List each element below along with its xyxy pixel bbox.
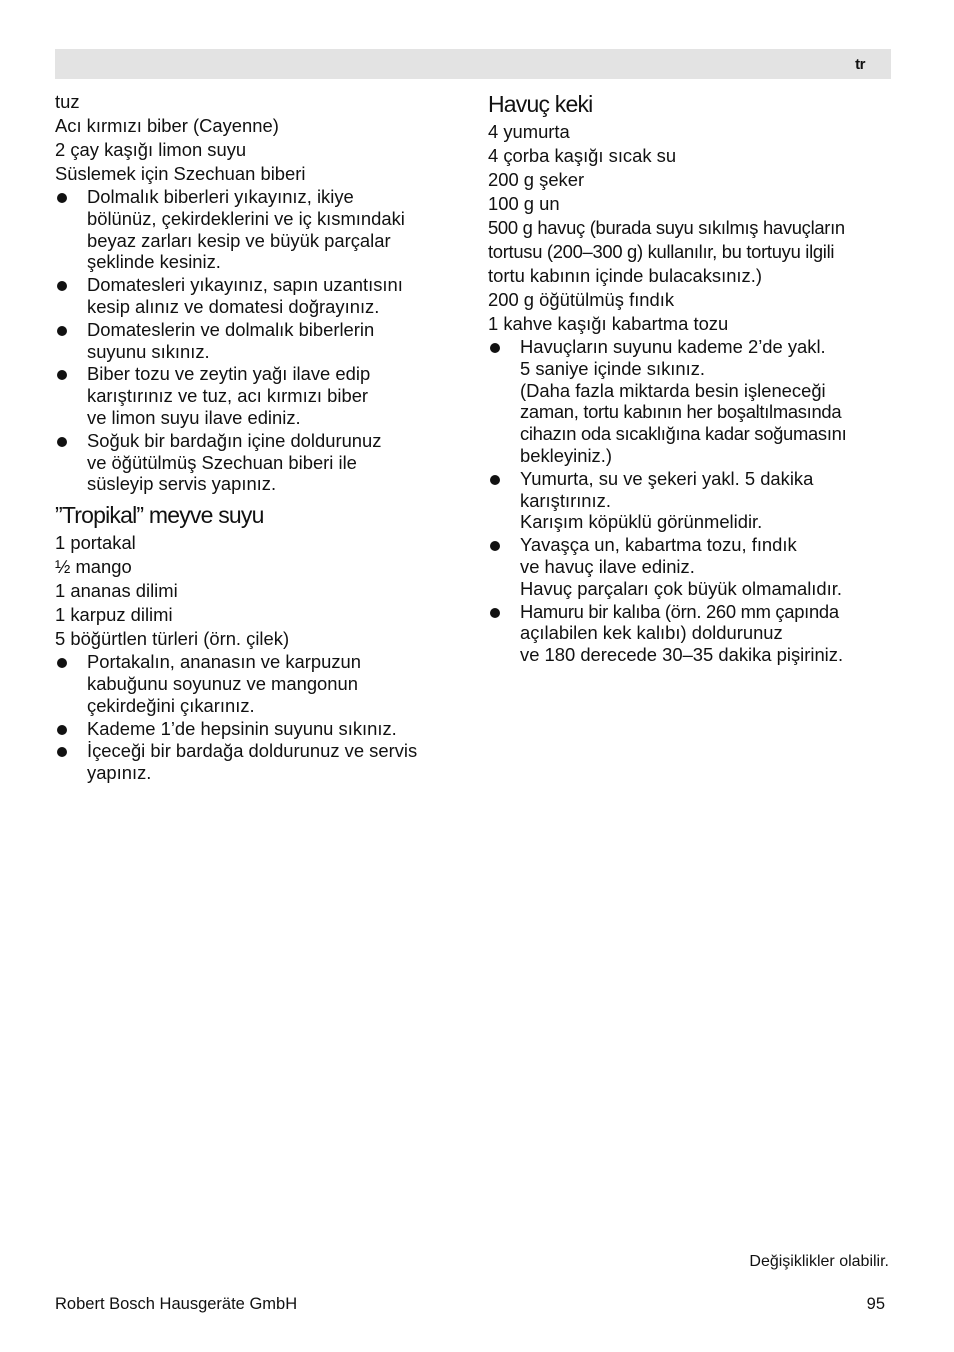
instruction-item — [55, 186, 460, 273]
instruction-text: cihazın oda sıcaklığına kadar soğumasını — [520, 423, 847, 445]
ingredient-line: tortu kabının içinde bulacaksınız.) — [488, 265, 762, 286]
right-column — [488, 90, 893, 667]
ingredient-line: ½ mango — [55, 556, 132, 578]
bullet-icon — [57, 725, 67, 735]
ingredient-line: 200 g şeker — [488, 169, 585, 190]
bullet-icon — [57, 326, 67, 336]
instruction-item — [55, 651, 460, 716]
instruction-list — [55, 186, 460, 495]
instruction-text: Yavaşça un, kabartma tozu, fındık — [520, 534, 797, 556]
instruction-item — [55, 363, 460, 428]
instruction-item — [55, 319, 460, 363]
instruction-item — [488, 468, 893, 533]
ingredient-line: 200 g öğütülmüş fındık — [488, 289, 675, 310]
instruction-list — [488, 336, 893, 666]
instruction-text: şeklinde kesiniz. — [87, 251, 221, 273]
section-heading-carrot-cake: Havuç keki — [488, 91, 593, 117]
instruction-text: çekirdeğini çıkarınız. — [87, 694, 255, 716]
ingredient-line: tortusu (200–300 g) kullanılır, bu tortuyu ilgili — [488, 241, 835, 262]
bullet-icon — [57, 437, 67, 447]
ingredient-line: 1 kahve kaşığı kabartma tozu — [488, 313, 729, 334]
instruction-text: yapınız. — [87, 762, 152, 784]
instruction-item — [488, 336, 893, 467]
instruction-text: karıştırınız ve tuz, acı kırmızı biber — [87, 385, 369, 407]
instruction-text: Domatesleri yıkayınız, sapın uzantısını — [87, 274, 403, 296]
instruction-text: bekleyiniz.) — [520, 444, 612, 466]
instruction-text: ve 180 derecede 30–35 dakika pişiriniz. — [520, 644, 844, 666]
ingredient-line: Süslemek için Szechuan biberi — [55, 163, 306, 184]
instruction-text: Domateslerin ve dolmalık biberlerin — [87, 318, 375, 340]
ingredient-line: 1 ananas dilimi — [55, 580, 178, 602]
page-number: 95 — [866, 1295, 885, 1313]
bullet-icon — [57, 658, 67, 668]
ingredient-line: 2 çay kaşığı limon suyu — [55, 139, 247, 160]
instruction-text: Havuçların suyunu kademe 2’de yakl. — [520, 336, 826, 357]
instruction-item — [55, 430, 460, 495]
instruction-list — [55, 651, 460, 784]
instruction-text: kesip alınız ve domatesi doğrayınız. — [87, 295, 380, 317]
header-bar — [55, 49, 891, 79]
bullet-icon — [57, 281, 67, 291]
instruction-text: Portakalın, ananasın ve karpuzun — [87, 651, 361, 673]
footer-note: Değişiklikler olabilir. — [749, 1253, 889, 1270]
ingredient-line: 4 çorba kaşığı sıcak su — [488, 145, 677, 166]
instruction-text: açılabilen kek kalıbı) doldurunuz — [520, 622, 783, 644]
instruction-text: suyunu sıkınız. — [87, 340, 210, 362]
bullet-icon — [57, 193, 67, 203]
instruction-text: Havuç parçaları çok büyük olmamalıdır. — [520, 577, 842, 599]
ingredient-line: 1 karpuz dilimi — [55, 604, 173, 626]
instruction-text: beyaz zarları kesip ve büyük parçalar — [87, 229, 391, 251]
bullet-icon — [490, 343, 500, 353]
instruction-text: zaman, tortu kabının her boşaltılmasında — [520, 401, 842, 423]
instruction-item — [55, 740, 460, 784]
bullet-icon — [490, 475, 500, 485]
instruction-text: ve havuç ilave ediniz. — [520, 555, 695, 577]
bullet-icon — [57, 370, 67, 380]
bullet-icon — [490, 541, 500, 551]
instruction-text: Kademe 1’de hepsinin suyunu sıkınız. — [87, 717, 397, 739]
instruction-text: Soğuk bir bardağın içine doldurunuz — [87, 429, 382, 451]
instruction-item — [55, 274, 460, 318]
footer-company: Robert Bosch Hausgeräte GmbH — [55, 1295, 298, 1313]
instruction-item — [488, 534, 893, 599]
instruction-text: karıştırınız. — [520, 489, 611, 511]
instruction-text: kabuğunu soyunuz ve mangonun — [87, 672, 358, 694]
bullet-icon — [490, 608, 500, 618]
instruction-item — [488, 601, 893, 666]
ingredient-line: Acı kırmızı biber (Cayenne) — [55, 115, 279, 136]
instruction-text: Karışım köpüklü görünmelidir. — [520, 511, 763, 533]
ingredient-line: 100 g un — [488, 193, 560, 214]
instruction-text: (Daha fazla miktarda besin işleneceği — [520, 379, 826, 401]
bullet-icon — [57, 747, 67, 757]
left-column — [55, 90, 460, 785]
instruction-text: Hamuru bir kalıba (örn. 260 mm çapında — [520, 600, 839, 622]
instruction-text: Biber tozu ve zeytin yağı ilave edip — [87, 363, 371, 385]
instruction-text: ve limon suyu ilave ediniz. — [87, 406, 301, 428]
instruction-text: Dolmalık biberleri yıkayınız, ikiye — [87, 186, 354, 207]
instruction-text: Yumurta, su ve şekeri yakl. 5 dakika — [520, 467, 814, 489]
instruction-text: ve öğütülmüş Szechuan biberi ile — [87, 451, 357, 473]
section-heading-tropical: ”Tropikal” meyve suyu — [55, 502, 264, 529]
instruction-text: bölünüz, çekirdeklerini ve iç kısmındaki — [87, 207, 405, 229]
ingredient-line: 5 böğürtlen türleri (örn. çilek) — [55, 628, 290, 650]
language-label: tr — [855, 56, 865, 73]
ingredient-line: tuz — [55, 91, 80, 112]
instruction-text: İçeceği bir bardağa doldurunuz ve servis — [87, 740, 418, 762]
ingredient-line: 4 yumurta — [488, 121, 570, 142]
instruction-item — [55, 718, 460, 740]
ingredient-line: 1 portakal — [55, 532, 136, 554]
instruction-text: 5 saniye içinde sıkınız. — [520, 357, 706, 379]
ingredient-line: 500 g havuç (burada suyu sıkılmış havuçların — [488, 217, 845, 238]
instruction-text: süsleyip servis yapınız. — [87, 473, 277, 495]
